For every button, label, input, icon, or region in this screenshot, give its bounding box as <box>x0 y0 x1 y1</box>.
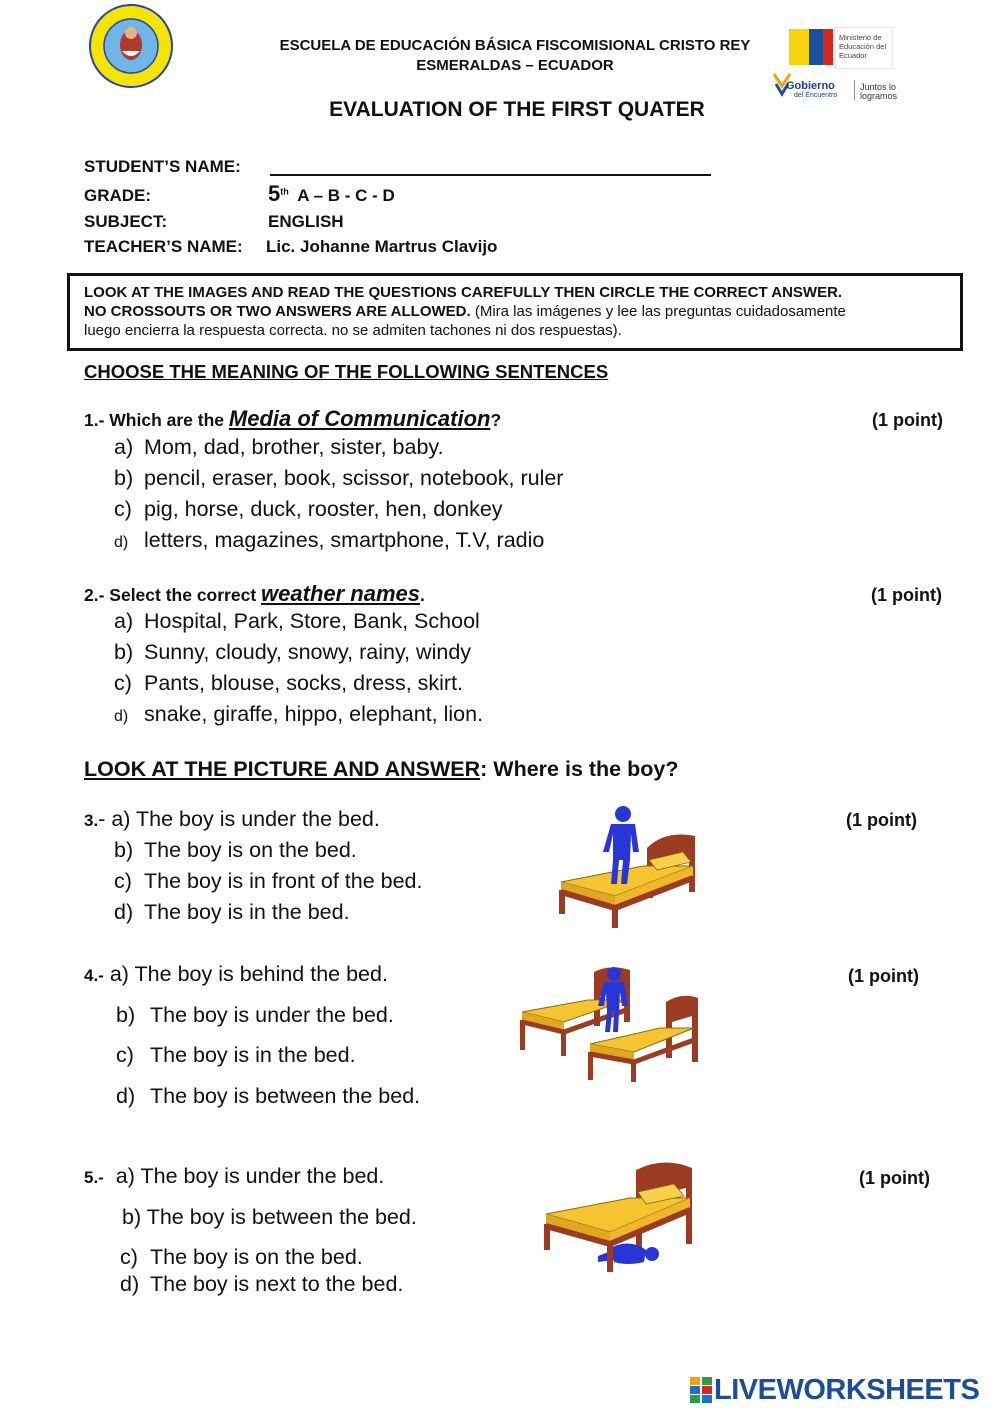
q1-option-d[interactable]: d) letters, magazines, smartphone, T.V, radio <box>114 528 545 552</box>
q5-option-d[interactable]: d) The boy is next to the bed. <box>120 1272 404 1296</box>
q2-option-a[interactable]: a) Hospital, Park, Store, Bank, School <box>114 609 480 633</box>
q3-points: (1 point) <box>846 810 917 830</box>
liveworksheets-icon <box>690 1377 712 1403</box>
instructions-line-1: LOOK AT THE IMAGES AND READ THE QUESTIONS CAREFULLY THEN CIRCLE THE CORRECT ANSWER. <box>84 284 843 301</box>
q5-points: (1 point) <box>859 1168 930 1188</box>
q3-option-c[interactable]: c) The boy is in front of the bed. <box>114 869 423 893</box>
grade-value: 5th A – B - C - D <box>268 181 395 206</box>
section-heading-meanings: CHOOSE THE MEANING OF THE FOLLOWING SENTENCES <box>84 361 609 382</box>
liveworksheets-wordmark: LIVEWORKSHEETS <box>714 1374 980 1406</box>
picture-boy-between-beds <box>518 962 704 1084</box>
instructions-line-3: luego encierra la respuesta correcta. no se admiten tachones ni dos respuestas). <box>84 322 622 339</box>
grade-label: GRADE: <box>84 186 152 205</box>
page-title: EVALUATION OF THE FIRST QUATER <box>329 98 705 121</box>
q4-option-a[interactable]: 4.- a) The boy is behind the bed. <box>84 962 388 986</box>
question-2: 2.- Select the correct weather names. <box>84 581 425 606</box>
q3-option-d[interactable]: d) The boy is in the bed. <box>114 900 350 924</box>
q4-option-d[interactable]: d) The boy is between the bed. <box>116 1084 421 1108</box>
q1-option-a[interactable]: a) Mom, dad, brother, sister, baby. <box>114 435 444 459</box>
q2-points: (1 point) <box>871 585 942 605</box>
section-heading-picture: LOOK AT THE PICTURE AND ANSWER: Where is the boy? <box>84 757 679 781</box>
subject-value: ENGLISH <box>268 212 344 231</box>
teacher-label: TEACHER’S NAME: <box>84 237 243 256</box>
q2-option-d[interactable]: d) snake, giraffe, hippo, elephant, lion. <box>114 702 484 726</box>
q1-option-c[interactable]: c) pig, horse, duck, rooster, hen, donkey <box>114 497 503 521</box>
student-name-line[interactable] <box>270 174 711 176</box>
q3-option-b[interactable]: b) The boy is on the bed. <box>114 838 357 862</box>
instructions-line-2: NO CROSSOUTS OR TWO ANSWERS ARE ALLOWED. (Mira las imágenes y lee las preguntas cuidadosamente <box>84 303 846 320</box>
student-name-label: STUDENT’S NAME: <box>84 157 241 176</box>
q5-option-a[interactable]: 5.- a) The boy is under the bed. <box>84 1164 385 1188</box>
school-city: ESMERALDAS – ECUADOR <box>416 57 614 74</box>
gov-word: Gobierno <box>786 80 835 92</box>
school-seal <box>82 3 180 88</box>
gov-sub: del Encuentro <box>794 92 838 99</box>
q5-option-b[interactable]: b) The boy is between the bed. <box>122 1205 417 1229</box>
school-name: ESCUELA DE EDUCACIÓN BÁSICA FISCOMISIONAL CRISTO REY <box>279 37 751 54</box>
question-1: 1.- Which are the Media of Communication? <box>84 406 502 431</box>
teacher-value: Lic. Johanne Martrus Clavijo <box>266 237 498 256</box>
gov-slogan: Juntos lo logramos <box>860 82 898 101</box>
q2-option-b[interactable]: b) Sunny, cloudy, snowy, rainy, windy <box>114 640 472 664</box>
q5-option-c[interactable]: c) The boy is on the bed. <box>120 1245 363 1269</box>
liveworksheets-logo <box>690 1374 990 1406</box>
picture-boy-under-bed <box>540 1158 702 1278</box>
q1-option-b[interactable]: b) pencil, eraser, book, scissor, notebook, ruler <box>114 466 564 490</box>
q2-option-c[interactable]: c) Pants, blouse, socks, dress, skirt. <box>114 671 464 695</box>
ministry-text: Ministerio de Educación del Ecuador <box>839 33 887 60</box>
q4-option-b[interactable]: b) The boy is under the bed. <box>116 1003 394 1027</box>
subject-label: SUBJECT: <box>84 212 168 231</box>
q1-points: (1 point) <box>872 410 943 430</box>
q3-option-a[interactable]: 3.- a) The boy is under the bed. <box>84 807 380 831</box>
picture-boy-on-bed <box>555 800 705 930</box>
q4-option-c[interactable]: c) The boy is in the bed. <box>116 1043 356 1067</box>
q4-points: (1 point) <box>848 966 919 986</box>
ministry-logo <box>789 27 893 69</box>
